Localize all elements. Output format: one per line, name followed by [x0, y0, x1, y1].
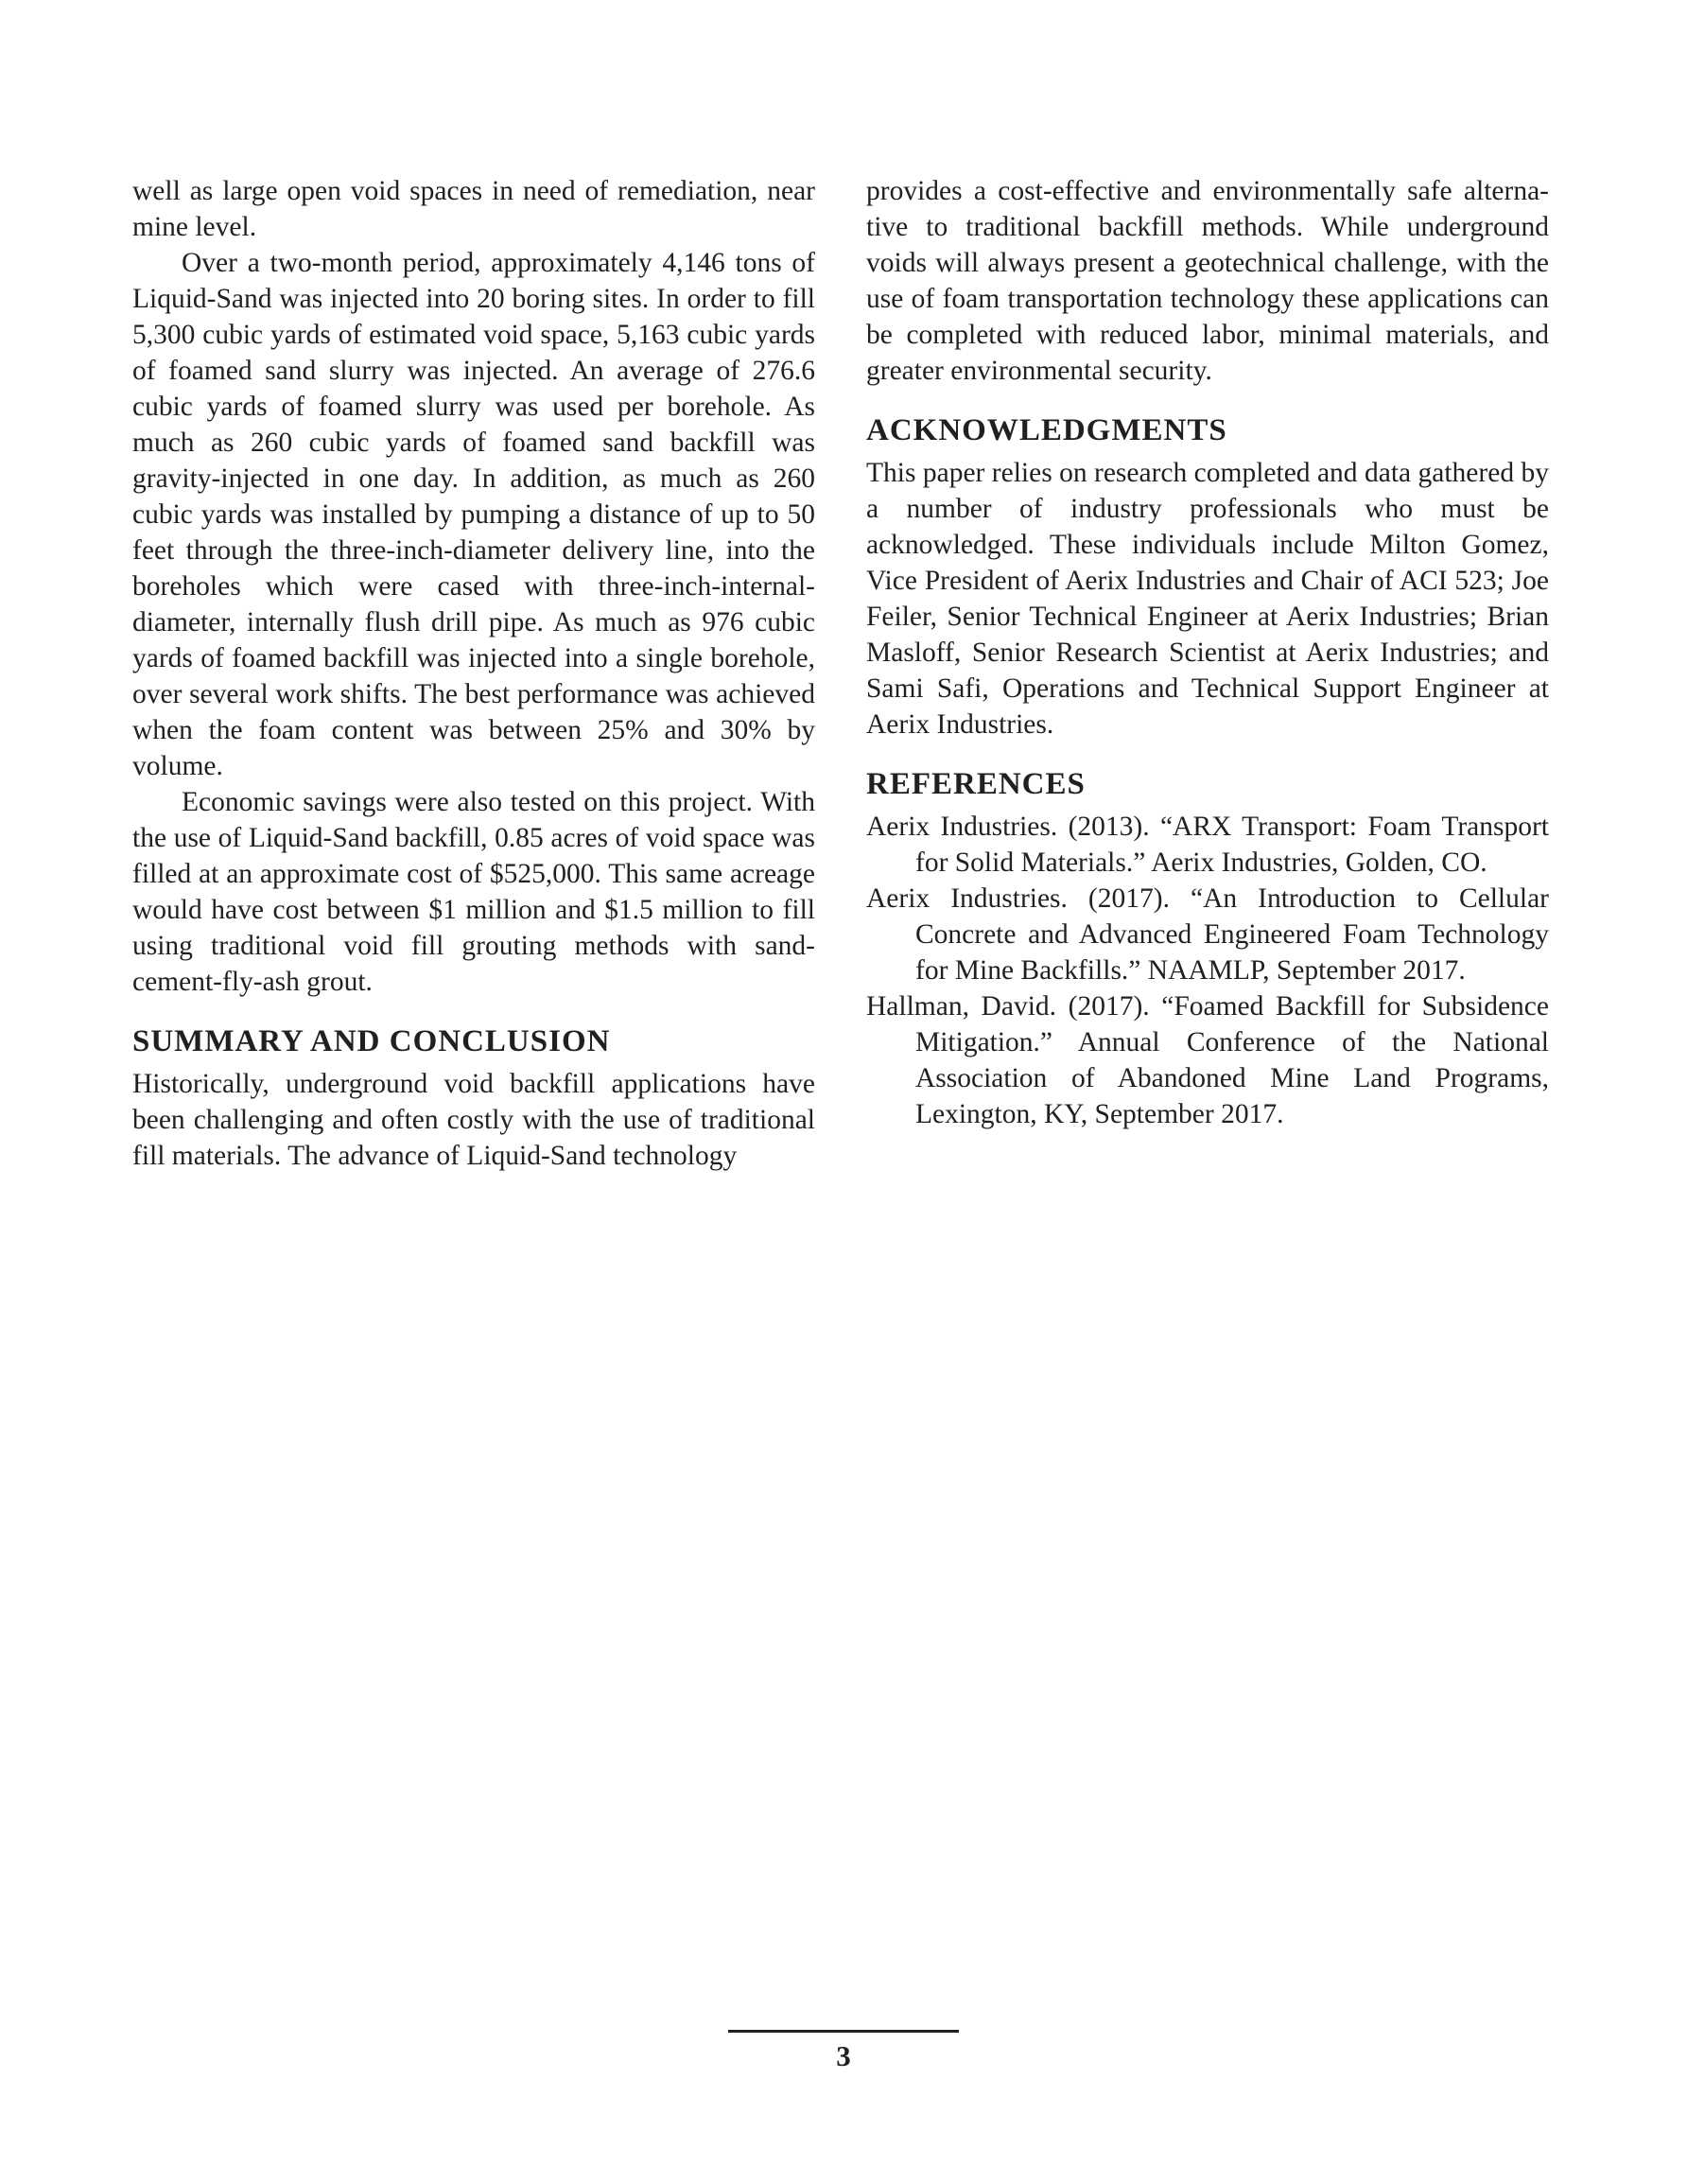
body-paragraph-continuation: well as large open void spaces in need of remediation, near mine level.: [132, 176, 815, 242]
acknowledgments-heading: ACKNOWLEDGMENTS: [866, 413, 1227, 447]
page-number: 3: [836, 2039, 851, 2072]
acknowledgments-paragraph: This paper relies on research completed and data gathered by a number of industry professionals who must be acknowledged. These individuals include Milton Gomez, Vice President of Aerix Industries and Chair of ACI 523; Joe Feiler, Senior Technical Engineer at Aerix Industries; Brian Masloff, Senior Research Scientist at Aerix Industries; and Sami Safi, Operations and Technical Support Engineer at Aerix Industries.: [866, 458, 1549, 740]
references-list: [866, 809, 1549, 1132]
left-column: [132, 173, 815, 1174]
footer-rule: [728, 2030, 959, 2033]
reference-item: Hallman, David. (2017). “Foamed Backfill for Subsidence Mitigation.” Annual Conference of the National Association of Abandoned Mine Land Programs, Lexington, KY, September 2017.: [866, 991, 1549, 1129]
body-paragraph-injection-results: Over a two-month period, approximately 4,146 tons of Liquid-Sand was injected into 20 boring sites. In order to fill 5,300 cubic yards of estimated void space, 5,163 cubic yards of foamed sand slurry was injected. An average of 276.6 cubic yards of foamed slurry was used per borehole. As much as 260 cubic yards of foamed sand backfill was gravity-injected in one day. In addition, as much as 260 cubic yards was installed by pumping a distance of up to 50 feet through the three-inch-diameter delivery line, into the boreholes which were cased with three-inch-internal-diameter, internally flush drill pipe. As much as 976 cubic yards of foamed backfill was injected into a single borehole, over several work shifts. The best performance was achieved when the foam content was between 25% and 30% by volume.: [132, 248, 815, 781]
summary-heading: SUMMARY AND CONCLUSION: [132, 1024, 611, 1058]
summary-paragraph-continuation: provides a cost-effective and environmentally safe alternative to traditional backfill methods. While underground voids will always present a geotechnical challenge, with the use of foam transportation technology these applications can be completed with reduced labor, minimal materials, and greater environmental security.: [866, 176, 1549, 386]
body-paragraph-economic-savings: Economic savings were also tested on this project. With the use of Liquid-Sand backfill, 0.85 acres of void space was filled at an approximate cost of $525,000. This same acreage would have cost between $1 million and $1.5 million to fill using traditional void fill grouting methods with sand-cement-fly-ash grout.: [132, 787, 815, 997]
reference-item: Aerix Industries. (2017). “An Introduction to Cellular Concrete and Advanced Engineered Foam Technology for Mine Backfills.” NAAMLP, September 2017.: [866, 883, 1549, 986]
right-column: [866, 173, 1549, 1132]
summary-paragraph: Historically, underground void backfill applications have been challenging and often costly with the use of traditional fill materials. The advance of Liquid-Sand technology: [132, 1069, 815, 1171]
reference-item: Aerix Industries. (2013). “ARX Transport: Foam Transport for Solid Materials.” Aerix Industries, Golden, CO.: [866, 812, 1549, 878]
references-heading: REFERENCES: [866, 767, 1086, 801]
